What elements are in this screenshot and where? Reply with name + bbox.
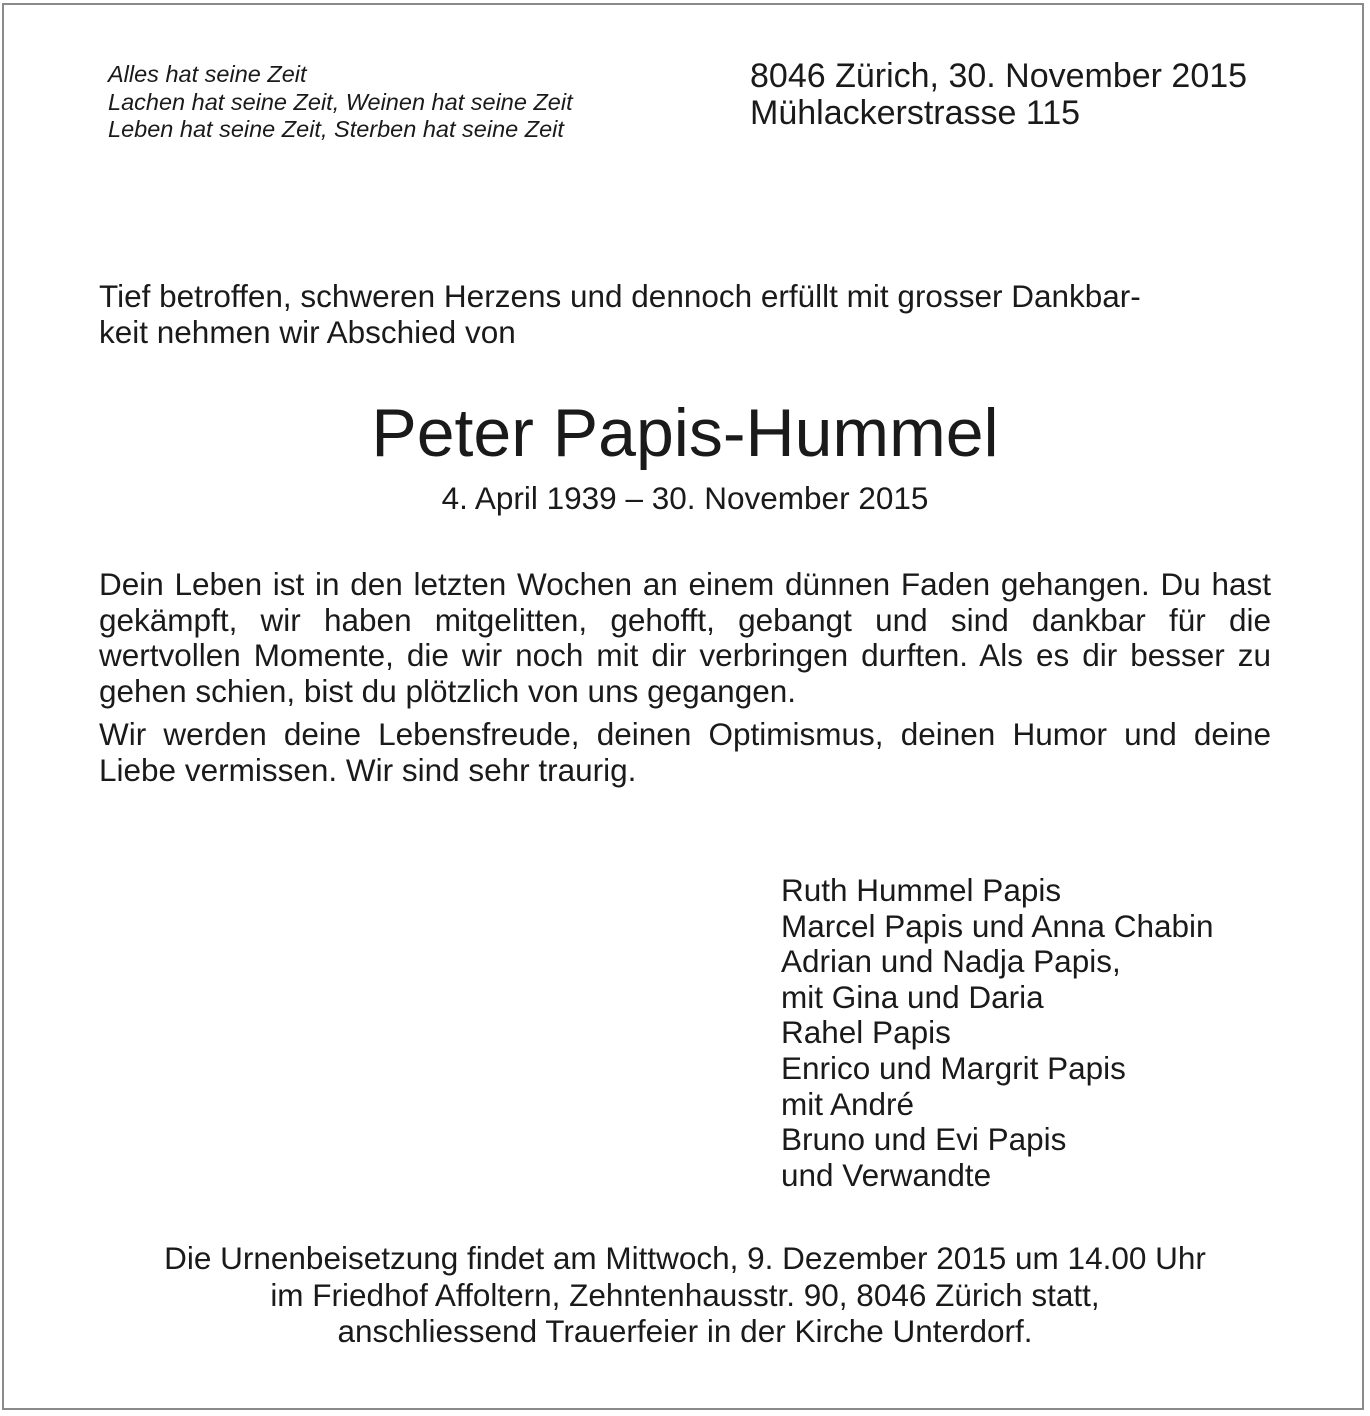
funeral-line: im Friedhof Affoltern, Zehntenhausstr. 90, 8046 Zürich statt, [270,1276,1100,1313]
family-line: Rahel Papis [781,1014,951,1051]
deceased-name: Peter Papis-Hummel [371,395,999,471]
family-line: und Verwandte [781,1156,992,1193]
family-line: Enrico und Margrit Papis [781,1049,1126,1086]
intro-line: keit nehmen wir Abschied von [99,313,516,350]
life-dates: 4. April 1939 – 30. November 2015 [441,480,929,516]
family-signatures [781,873,1214,1193]
funeral-line: anschliessend Trauerfeier in der Kirche Unterdorf. [337,1313,1033,1349]
message-body [99,567,1271,789]
family-line: Adrian und Nadja Papis, [781,943,1121,980]
message-paragraph: Wir werden deine Lebensfreude, deinen Optimismus, deinen Humor und deine Liebe vermissen. Wir sind sehr traurig. [99,716,1271,788]
motto-line: Leben hat seine Zeit, Sterben hat seine Zeit [108,116,564,142]
address-block [750,58,1247,132]
place-date: 8046 Zürich, 30. November 2015 [750,57,1248,95]
street-address: Mühlackerstrasse 115 [750,94,1081,132]
motto [108,61,573,144]
funeral-line: Die Urnenbeisetzung findet am Mittwoch, 9. Dezember 2015 um 14.00 Uhr [164,1240,1206,1276]
intro-line: Tief betroffen, schweren Herzens und dennoch erfüllt mit grosser Dankbar- [99,278,1141,314]
intro-text [99,279,1271,350]
family-line: Bruno und Evi Papis [781,1121,1067,1158]
family-line: mit André [781,1085,915,1122]
family-line: mit Gina und Daria [781,978,1044,1015]
motto-line: Lachen hat seine Zeit, Weinen hat seine Zeit [108,88,573,115]
funeral-details [0,1240,1370,1350]
motto-line: Alles hat seine Zeit [108,61,307,87]
family-line: Marcel Papis und Anna Chabin [781,907,1214,944]
message-paragraph: Dein Leben ist in den letzten Wochen an einem dünnen Faden gehangen. Du hast gekämpft, wir haben mitgelitten, gehofft, gebangt und sind dankbar für die wertvollen Momente, die wir noch mit dir verbringen durften. Als es dir besser zu gehen schien, bist du plötzlich von uns gegangen. [99,566,1271,709]
family-line: Ruth Hummel Papis [781,872,1062,908]
